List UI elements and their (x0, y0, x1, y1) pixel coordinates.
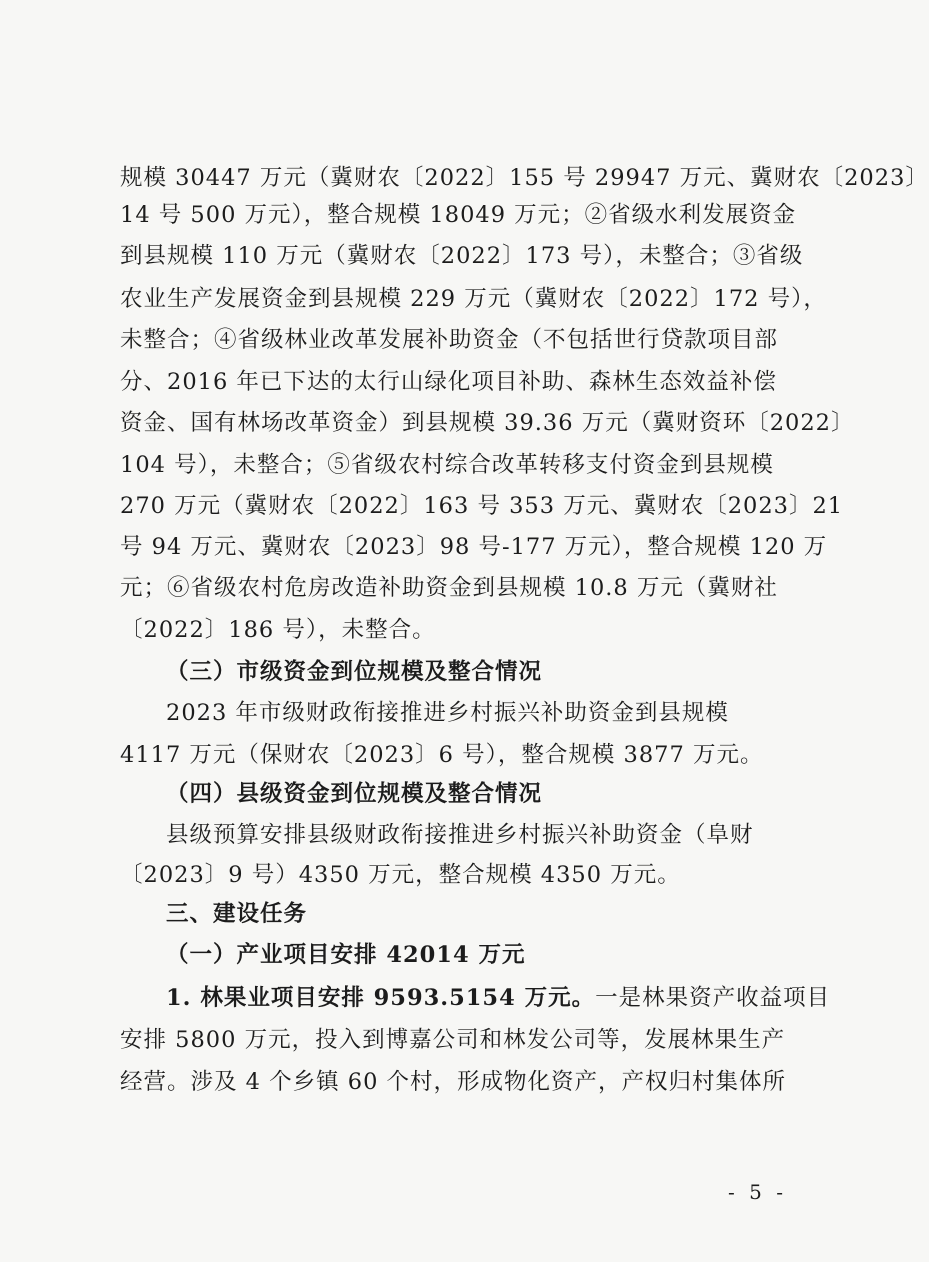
section-heading-3: （三）市级资金到位规模及整合情况 (166, 659, 543, 685)
body-line: 县级预算安排县级财政衔接推进乡村振兴补助资金（阜财 (166, 822, 754, 848)
body-line: 4117 万元（保财农〔2023〕6 号），整合规模 3877 万元。 (120, 742, 764, 768)
body-line: 资金、国有林场改革资金）到县规模 39.36 万元（冀财资环〔2022〕 (120, 410, 855, 436)
body-line: 未整合；④省级林业改革发展补助资金（不包括世行贷款项目部 (120, 327, 779, 353)
subsection-heading: （一）产业项目安排 42014 万元 (166, 942, 526, 968)
body-line: 农业生产发展资金到县规模 229 万元（冀财农〔2022〕172 号）， (120, 286, 827, 312)
body-line: 104 号），未整合；⑤省级农村综合改革转移支付资金到县规模 (120, 452, 774, 478)
body-line: 270 万元（冀财农〔2022〕163 号 353 万元、冀财农〔2023〕21 (120, 493, 844, 519)
body-line: 经营。涉及 4 个乡镇 60 个村，形成物化资产，产权归村集体所 (120, 1069, 787, 1095)
body-line: 14 号 500 万元），整合规模 18049 万元；②省级水利发展资金 (120, 202, 797, 228)
body-line: 〔2023〕9 号）4350 万元，整合规模 4350 万元。 (120, 862, 681, 888)
item-1-rest: 一是林果资产收益项目 (595, 985, 831, 1011)
body-line: 安排 5800 万元，投入到博嘉公司和林发公司等，发展林果生产 (120, 1027, 786, 1053)
body-line: 2023 年市级财政衔接推进乡村振兴补助资金到县规模 (166, 700, 729, 726)
item-1-lead: 1. 林果业项目安排 9593.5154 万元。 (166, 985, 596, 1011)
section-heading-4: （四）县级资金到位规模及整合情况 (166, 781, 543, 807)
body-line: 元；⑥省级农村危房改造补助资金到县规模 10.8 万元（冀财社 (120, 575, 778, 601)
body-line: 分、2016 年已下达的太行山绿化项目补助、森林生态效益补偿 (120, 369, 777, 395)
body-line: 号 94 万元、冀财农〔2023〕98 号-177 万元），整合规模 120 万 (120, 534, 828, 560)
body-line: 到县规模 110 万元（冀财农〔2022〕173 号），未整合；③省级 (120, 243, 804, 269)
chapter-heading: 三、建设任务 (166, 901, 308, 927)
item-1-line (166, 983, 831, 1013)
body-line: 规模 30447 万元（冀财农〔2022〕155 号 29947 万元、冀财农〔2023〕 (120, 165, 929, 191)
body-line: 〔2022〕186 号），未整合。 (120, 617, 436, 643)
page-number: - 5 - (728, 1180, 787, 1204)
